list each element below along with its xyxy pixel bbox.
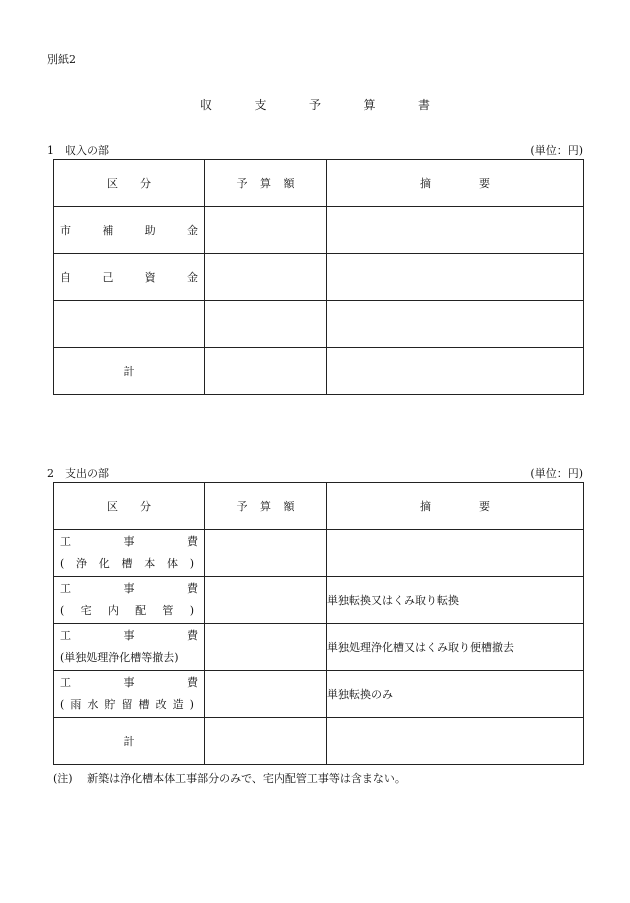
total-budget-cell[interactable] [205, 348, 327, 395]
budget-cell[interactable] [205, 671, 327, 718]
category-line1 [60, 531, 198, 553]
budget-cell[interactable] [205, 624, 327, 671]
remarks-cell[interactable]: 単独処理浄化槽又はくみ取り便槽撤去 [327, 624, 584, 671]
expense-table [53, 482, 584, 765]
category-char: 配 [135, 604, 147, 617]
category-line2 [60, 553, 198, 575]
footnote: (注) 新築は浄化槽本体工事部分のみで、宅内配管工事等は含まない。 [53, 772, 406, 785]
category-char: 費 [187, 676, 198, 689]
category-char: 己 [102, 271, 114, 284]
income-unit: (単位：円) [530, 144, 583, 157]
category-char: 助 [144, 224, 156, 237]
category-char: 工 [60, 629, 71, 642]
category-char: 雨 [70, 698, 82, 711]
total-label: 計 [54, 718, 205, 765]
header-char: 摘 [420, 177, 431, 190]
income-section-title: 1 収入の部 [47, 144, 109, 157]
table-row [54, 301, 584, 348]
header-char: 分 [140, 500, 151, 513]
category-line2 [60, 694, 198, 716]
category-char: ) [189, 698, 194, 711]
category-char: 事 [123, 535, 135, 548]
category-line1 [60, 578, 198, 600]
category-char: 工 [60, 676, 71, 689]
category-char: 費 [187, 535, 198, 548]
category-char: 化 [98, 557, 110, 570]
budget-cell[interactable] [205, 254, 327, 301]
category-line2 [60, 600, 198, 622]
table-row [54, 671, 584, 718]
table-row [54, 207, 584, 254]
category-char: 事 [123, 676, 135, 689]
total-remarks-cell[interactable] [327, 718, 584, 765]
expense-section-title: 2 支出の部 [47, 467, 109, 480]
category-char: 槽 [121, 557, 133, 570]
header-char: 分 [140, 177, 151, 190]
category-char: ( [60, 604, 65, 617]
category-cell [54, 671, 205, 718]
category-char: 費 [187, 629, 198, 642]
budget-cell[interactable] [205, 530, 327, 577]
category-char: ) [189, 557, 194, 570]
remarks-cell[interactable]: 単独転換のみ [327, 671, 584, 718]
title-char: 書 [417, 98, 430, 112]
header-char: 額 [283, 177, 295, 190]
category-char: 本 [144, 557, 156, 570]
header-budget [205, 483, 327, 530]
category-char: 事 [123, 629, 135, 642]
remarks-cell[interactable] [327, 530, 584, 577]
category-char: 留 [121, 698, 133, 711]
category-char: 改 [155, 698, 167, 711]
category-char: 工 [60, 582, 71, 595]
expense-header-row [54, 483, 584, 530]
income-header-row [54, 160, 584, 207]
table-row [54, 624, 584, 671]
header-char: 額 [283, 500, 295, 513]
category-cell [54, 207, 205, 254]
category-char: 資 [144, 271, 156, 284]
category-char: 水 [87, 698, 99, 711]
category-char: 浄 [76, 557, 88, 570]
category-char: 自 [60, 271, 71, 284]
category-char: 造 [172, 698, 184, 711]
attachment-label: 別紙2 [47, 53, 76, 66]
table-row [54, 577, 584, 624]
header-char: 要 [479, 177, 490, 190]
category-char: 体 [166, 557, 178, 570]
category-char: ) [189, 604, 194, 617]
header-budget [205, 160, 327, 207]
title-char: 算 [363, 98, 376, 112]
category-char: ( [60, 557, 65, 570]
remarks-cell[interactable] [327, 207, 584, 254]
category-char: 補 [102, 224, 114, 237]
category-cell [54, 624, 205, 671]
table-row [54, 530, 584, 577]
header-char: 予 [236, 500, 248, 513]
category-char: 費 [187, 582, 198, 595]
category-line2: (単独処理浄化槽等撤去) [60, 651, 179, 664]
category-char: 金 [186, 271, 198, 284]
header-remarks [327, 160, 584, 207]
remarks-cell[interactable] [327, 254, 584, 301]
title-char: 予 [308, 98, 321, 112]
expense-unit: (単位：円) [530, 467, 583, 480]
header-char: 要 [479, 500, 490, 513]
header-char: 算 [260, 500, 271, 513]
title-char: 収 [200, 98, 213, 112]
category-cell [54, 577, 205, 624]
category-char: 金 [186, 224, 198, 237]
budget-cell[interactable] [205, 301, 327, 348]
title-char: 支 [254, 98, 267, 112]
header-char: 区 [107, 177, 118, 190]
document-title [200, 96, 430, 113]
category-char: 宅 [80, 604, 92, 617]
category-line1 [60, 625, 198, 647]
budget-cell[interactable] [205, 207, 327, 254]
total-label: 計 [54, 348, 205, 395]
remarks-cell[interactable]: 単独転換又はくみ取り転換 [327, 577, 584, 624]
category-char: 貯 [104, 698, 116, 711]
budget-cell[interactable] [205, 577, 327, 624]
category-char: 内 [107, 604, 119, 617]
header-category [54, 160, 205, 207]
income-table [53, 159, 584, 395]
remarks-cell[interactable] [327, 301, 584, 348]
category-char: ( [60, 698, 65, 711]
category-char: 管 [162, 604, 174, 617]
total-remarks-cell[interactable] [327, 348, 584, 395]
category-char: 槽 [138, 698, 150, 711]
header-remarks [327, 483, 584, 530]
table-row [54, 254, 584, 301]
header-char: 算 [260, 177, 271, 190]
category-char: 事 [123, 582, 135, 595]
category-line1 [60, 672, 198, 694]
header-char: 区 [107, 500, 118, 513]
category-char: 工 [60, 535, 71, 548]
total-budget-cell[interactable] [205, 718, 327, 765]
total-row [54, 348, 584, 395]
category-cell [54, 530, 205, 577]
category-char: 市 [60, 224, 71, 237]
header-char: 予 [236, 177, 248, 190]
header-char: 摘 [420, 500, 431, 513]
category-cell[interactable] [54, 301, 205, 348]
total-row [54, 718, 584, 765]
category-cell [54, 254, 205, 301]
header-category [54, 483, 205, 530]
